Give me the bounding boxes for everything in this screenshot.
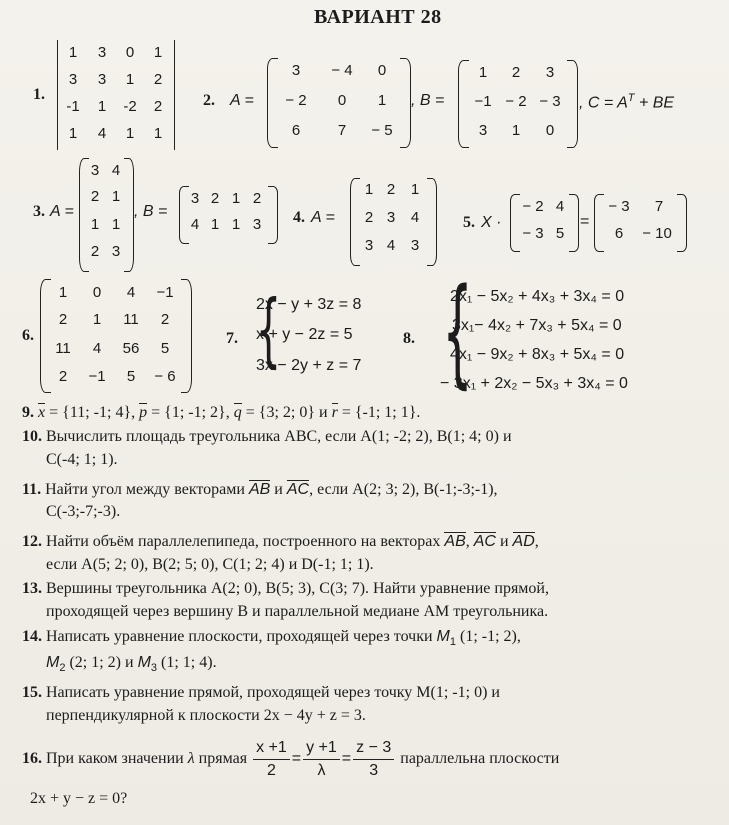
vector-x-value: = {11; -1; 4}, xyxy=(45,404,136,421)
fraction-numerator: x +1 xyxy=(253,737,290,760)
equals-sign: = xyxy=(341,750,352,768)
problem-2-a-label: A = xyxy=(230,92,254,109)
paren xyxy=(569,194,579,252)
problem-12-number: 12. xyxy=(22,533,42,550)
matrix-cell: 6 xyxy=(614,225,624,242)
matrix-cell: 7 xyxy=(654,198,664,215)
matrix-cell: 0 xyxy=(545,122,555,139)
vector-ac: AC xyxy=(473,533,496,550)
c-tail: + BE xyxy=(634,94,675,112)
det-cell: -1 xyxy=(66,98,80,115)
matrix-cell: 5 xyxy=(126,368,136,385)
fraction-numerator: y +1 xyxy=(303,737,340,760)
problem-15-text: Написать уравнение прямой, проходящей через точку M(1; -1; 0) и xyxy=(46,684,500,701)
matrix-cell: − 4 xyxy=(331,62,353,79)
matrix-cell: 0 xyxy=(377,62,387,79)
matrix-cell: 3 xyxy=(545,64,555,81)
problem-5-x-label: X · xyxy=(481,214,502,231)
system-equation: 4x₁ − 9x₂ + 8x₃ + 5x₄ = 0 xyxy=(450,346,625,363)
point-m2-sub: 2 xyxy=(59,662,66,675)
matrix-cell: 11 xyxy=(123,311,139,328)
matrix-cell: 4 xyxy=(92,340,102,357)
matrix-cell: 1 xyxy=(377,92,387,109)
det-cell: 1 xyxy=(97,98,107,115)
matrix-cell: 1 xyxy=(92,311,102,328)
fraction-denominator: 2 xyxy=(266,762,276,779)
det-cell: 2 xyxy=(153,71,163,88)
paren xyxy=(677,194,687,252)
matrix-cell: 2 xyxy=(160,311,170,328)
point-m1-value: (1; -1; 2), xyxy=(456,628,521,645)
problem-15-line-2: перпендикулярной к плоскости 2x − 4y + z = 3. xyxy=(46,707,366,724)
matrix-cell: 4 xyxy=(410,209,420,226)
matrix-cell: 1 xyxy=(231,190,241,207)
problem-13-line-1 xyxy=(22,580,549,598)
problem-9-number: 9. xyxy=(22,404,34,421)
matrix-cell: 2 xyxy=(386,181,396,198)
system-equation: 2x₁ − 5x₂ + 4x₃ + 3x₄ = 0 xyxy=(450,288,625,305)
matrix-cell: 3 xyxy=(364,237,374,254)
matrix-cell: −1 xyxy=(474,93,492,110)
matrix-cell: 1 xyxy=(111,216,121,233)
comma: , xyxy=(465,533,474,550)
problem-14-line-2 xyxy=(46,654,217,674)
fraction-denominator: λ xyxy=(317,762,326,779)
matrix-cell: − 5 xyxy=(371,122,393,139)
problem-14-number: 14. xyxy=(22,628,42,645)
paren xyxy=(427,178,437,266)
problem-16-line-1 xyxy=(22,737,559,782)
matrix-cell: 1 xyxy=(210,216,220,233)
paren xyxy=(267,58,278,148)
det-cell: 1 xyxy=(68,44,78,61)
matrix-cell: 1 xyxy=(410,181,420,198)
matrix-cell: 2 xyxy=(90,243,100,260)
transpose-sup: T xyxy=(627,92,635,104)
system-equation: 3x₁− 4x₂ + 7x₃ + 5x₄ = 0 xyxy=(452,317,622,334)
point-m3: M xyxy=(137,654,151,671)
matrix-cell: − 2 xyxy=(285,92,307,109)
vector-q-value: = {3; 2; 0} xyxy=(241,404,316,421)
comma: , xyxy=(534,533,539,550)
problem-10-line-1 xyxy=(22,428,512,446)
matrix-cell: 2 xyxy=(90,188,100,205)
matrix-cell: 7 xyxy=(337,122,347,139)
problem-11-points: , если A(2; 3; 2), B(-1;-3;-1), xyxy=(309,481,498,498)
det-cell: 1 xyxy=(125,125,135,142)
problem-3-b-label: , B = xyxy=(134,203,168,220)
system-equation: 2x − y + 3z = 8 xyxy=(256,296,362,313)
problem-16-line-2: 2x + y − z = 0? xyxy=(30,790,128,807)
problem-6-number: 6. xyxy=(22,327,34,344)
problem-4-a-label: A = xyxy=(311,209,335,226)
det-cell: 3 xyxy=(97,44,107,61)
det-cell: 3 xyxy=(97,71,107,88)
problem-11-line-2: C(-3;-7;-3). xyxy=(46,503,121,520)
matrix-cell: − 6 xyxy=(154,368,176,385)
problem-10-number: 10. xyxy=(22,428,42,445)
matrix-cell: 1 xyxy=(58,284,68,301)
matrix-cell: 6 xyxy=(291,122,301,139)
and-text: и xyxy=(495,533,513,550)
matrix-cell: 3 xyxy=(111,243,121,260)
problem-11-number: 11. xyxy=(22,481,42,498)
problem-10-line-2: C(-4; 1; 1). xyxy=(46,451,118,468)
problem-3-a-label: A = xyxy=(50,203,74,220)
system-equation: − 3x₁ + 2x₂ − 5x₃ + 3x₄ = 0 xyxy=(440,375,628,392)
matrix-cell: 1 xyxy=(478,64,488,81)
system-equation: 3x − 2y + z = 7 xyxy=(256,357,362,374)
fraction-numerator: z − 3 xyxy=(353,737,394,760)
matrix-cell: − 3 xyxy=(608,198,630,215)
matrix-cell: 3 xyxy=(90,162,100,179)
matrix-cell: 4 xyxy=(111,162,121,179)
system-equation: x + y − 2z = 5 xyxy=(256,326,353,343)
problem-14-line-1 xyxy=(22,628,521,648)
vector-x: x xyxy=(38,404,46,421)
problem-13-text: Вершины треугольника A(2; 0), B(5; 3), C(3; 7). Найти уравнение прямой, xyxy=(46,580,549,597)
problem-12-line-2: если A(5; 2; 0), B(2; 5; 0), C(1; 2; 4) и D(-1; 1; 1). xyxy=(46,556,374,573)
matrix-cell: 3 xyxy=(291,62,301,79)
problem-12-text: Найти объём параллелепипеда, построенного на векторах xyxy=(46,533,445,550)
matrix-cell: − 2 xyxy=(522,198,544,215)
point-m3-sub: 3 xyxy=(150,662,158,675)
left-brace: { xyxy=(255,283,282,376)
matrix-cell: 0 xyxy=(337,92,347,109)
det-cell: 1 xyxy=(153,125,163,142)
equals-sign: = xyxy=(291,750,302,768)
paren xyxy=(567,60,578,148)
problem-16-text-3: параллельна плоскости xyxy=(396,750,560,768)
det-cell: 1 xyxy=(68,125,78,142)
fraction-denominator: 3 xyxy=(369,762,379,779)
problem-5-equals: = xyxy=(580,213,590,230)
problem-12-line-1 xyxy=(22,533,539,551)
vector-q: q xyxy=(233,404,242,421)
matrix-cell: − 10 xyxy=(642,225,672,242)
matrix-cell: 3 xyxy=(386,209,396,226)
problem-15-line-1 xyxy=(22,684,500,702)
problem-15-number: 15. xyxy=(22,684,42,701)
matrix-cell: 1 xyxy=(511,122,521,139)
paren xyxy=(400,58,411,148)
det-cell: 3 xyxy=(68,71,78,88)
vector-p: p xyxy=(139,404,148,421)
matrix-cell: 2 xyxy=(58,368,68,385)
det-cell: 1 xyxy=(125,71,135,88)
problem-5-number: 5. xyxy=(463,214,475,231)
problem-11-line-1 xyxy=(22,481,498,499)
matrix-cell: 56 xyxy=(122,340,140,357)
c-expr: , C = A xyxy=(579,94,628,112)
vector-ab: AB xyxy=(444,533,466,550)
vector-r: r xyxy=(331,404,338,421)
left-brace: { xyxy=(442,262,473,400)
vector-ac: AC xyxy=(286,481,310,498)
problem-11-text: Найти угол между векторами xyxy=(45,481,249,498)
point-m1: M xyxy=(436,628,450,645)
matrix-cell: 3 xyxy=(478,122,488,139)
det-cell: 1 xyxy=(153,44,163,61)
lambda-symbol: λ xyxy=(187,750,195,768)
matrix-cell: 3 xyxy=(252,216,262,233)
matrix-cell: − 2 xyxy=(505,93,527,110)
problem-2-c-expression xyxy=(579,92,674,112)
matrix-cell: 1 xyxy=(90,216,100,233)
problem-2-number: 2. xyxy=(203,92,215,109)
matrix-cell: −1 xyxy=(88,368,106,385)
matrix-cell: 5 xyxy=(555,225,565,242)
problem-16-text: При каком значении xyxy=(46,750,188,768)
point-m1-sub: 1 xyxy=(449,636,456,649)
matrix-cell: − 3 xyxy=(539,93,561,110)
matrix-cell: 0 xyxy=(92,284,102,301)
vector-r-value: = {-1; 1; 1}. xyxy=(337,404,421,421)
matrix-cell: 3 xyxy=(190,190,200,207)
matrix-cell: 2 xyxy=(58,311,68,328)
matrix-cell: − 3 xyxy=(522,225,544,242)
det-cell: 4 xyxy=(97,125,107,142)
matrix-cell: 4 xyxy=(386,237,396,254)
matrix-cell: 5 xyxy=(160,340,170,357)
det-cell: 0 xyxy=(125,44,135,61)
and-text: и xyxy=(270,481,287,498)
problem-2-b-label: , B = xyxy=(411,92,445,109)
problem-8-number: 8. xyxy=(403,330,415,347)
problem-3-number: 3. xyxy=(33,203,45,220)
matrix-cell: −1 xyxy=(156,284,174,301)
paren xyxy=(268,186,278,244)
det-cell: -2 xyxy=(123,98,137,115)
vector-p-value: = {1; -1; 2}, xyxy=(147,404,230,421)
matrix-cell: 3 xyxy=(410,237,420,254)
matrix-cell: 4 xyxy=(126,284,136,301)
problem-9 xyxy=(22,404,420,422)
page-title: ВАРИАНТ 28 xyxy=(314,6,442,28)
problem-7-number: 7. xyxy=(226,330,238,347)
point-m3-value: (1; 1; 4). xyxy=(157,654,217,671)
problem-14-text: Написать уравнение плоскости, проходящей через точки xyxy=(46,628,437,645)
and-text: и xyxy=(315,404,332,421)
matrix-cell: 2 xyxy=(210,190,220,207)
problem-10-text: Вычислить площадь треугольника ABC, если A(1; -2; 2), B(1; 4; 0) и xyxy=(46,428,512,445)
problem-16-number: 16. xyxy=(22,750,42,768)
problem-13-line-2: проходящей через вершину B и параллельной медиане AM треугольника. xyxy=(46,603,549,620)
problem-13-number: 13. xyxy=(22,580,42,597)
matrix-cell: 4 xyxy=(190,216,200,233)
problem-1-number: 1. xyxy=(33,86,45,103)
matrix-cell: 1 xyxy=(111,188,121,205)
matrix-cell: 2 xyxy=(364,209,374,226)
fraction-x xyxy=(253,737,290,782)
matrix-cell: 2 xyxy=(252,190,262,207)
point-m2: M xyxy=(46,654,60,671)
problem-16-text-2: прямая xyxy=(194,750,252,768)
vector-ad: AD xyxy=(512,533,535,550)
matrix-cell: 2 xyxy=(511,64,521,81)
det-cell: 2 xyxy=(153,98,163,115)
matrix-cell: 11 xyxy=(55,340,71,357)
vector-ab: AB xyxy=(248,481,271,498)
matrix-cell: 1 xyxy=(231,216,241,233)
matrix-cell: 1 xyxy=(364,181,374,198)
fraction-y xyxy=(303,737,340,782)
matrix-cell: 4 xyxy=(555,198,565,215)
fraction-z xyxy=(353,737,394,782)
problem-4-number: 4. xyxy=(293,209,305,226)
point-m2-value: (2; 1; 2) и xyxy=(65,654,138,671)
